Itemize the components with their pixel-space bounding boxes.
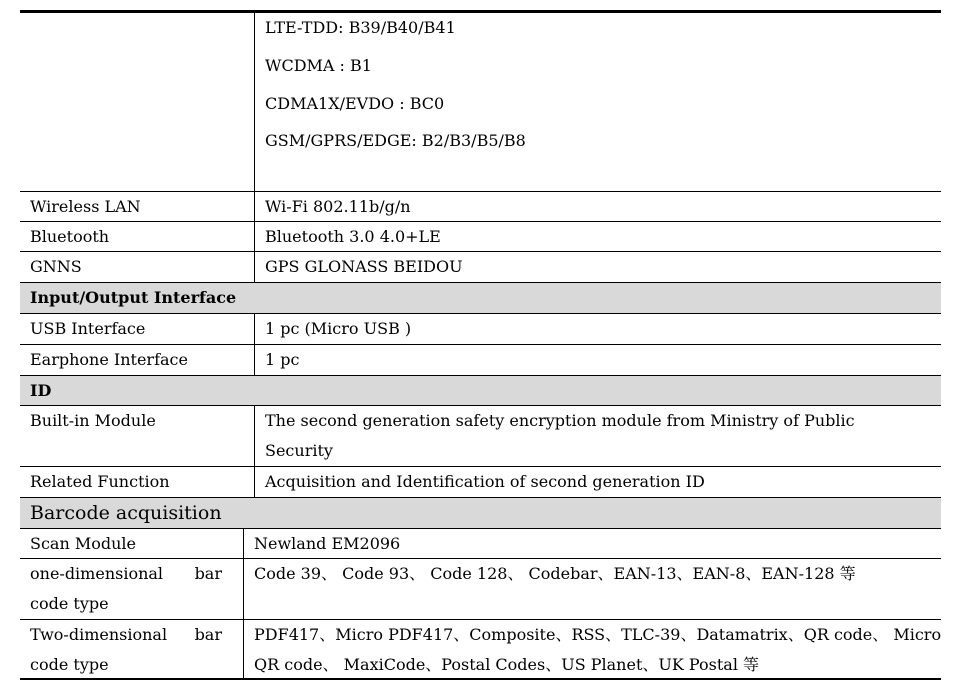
table-row	[20, 406, 941, 467]
row-label: Wireless LAN	[30, 197, 141, 216]
row-label-word: bar	[194, 564, 222, 583]
cellular-band-line: CDMA1X/EVDO : BC0	[265, 94, 445, 113]
column-divider	[254, 13, 255, 283]
row-value: Bluetooth 3.0 4.0+LE	[265, 227, 441, 246]
column-divider	[254, 314, 255, 376]
section-header-id	[20, 376, 941, 406]
row-value: 1 pc	[265, 350, 300, 369]
row-label: Related Function	[30, 472, 170, 491]
table-row	[20, 222, 941, 252]
table-row	[20, 345, 941, 376]
row-label: Earphone Interface	[30, 350, 188, 369]
row-label: USB Interface	[30, 319, 146, 338]
row-label-word: Two-dimensional	[30, 625, 168, 644]
cellular-band-line: LTE-TDD: B39/B40/B41	[265, 18, 456, 37]
row-label-word: one-dimensional	[30, 564, 164, 583]
table-row	[20, 467, 941, 498]
row-label-line	[30, 559, 222, 589]
cellular-band-line: GSM/GPRS/EDGE: B2/B3/B5/B8	[265, 131, 526, 150]
table-row	[20, 252, 941, 283]
row-value-line: The second generation safety encryption module from Ministry of Public	[265, 411, 855, 430]
row-value: 1 pc (Micro USB )	[265, 319, 412, 338]
row-value-line: Security	[265, 441, 333, 460]
row-label: Scan Module	[30, 534, 136, 553]
section-title: ID	[30, 381, 52, 400]
row-value: Code 39、 Code 93、 Code 128、 Codebar、EAN-13、EAN-8、EAN-128 等	[254, 564, 856, 583]
row-label: Built-in Module	[30, 411, 156, 430]
table-row	[20, 620, 941, 680]
section-header-io	[20, 283, 941, 314]
row-value: Acquisition and Identification of second generation ID	[265, 472, 705, 491]
section-header-barcode	[20, 498, 941, 529]
row-label-line: code type	[30, 655, 109, 674]
row-label-word: bar	[194, 625, 222, 644]
table-row	[20, 529, 941, 559]
section-title: Input/Output Interface	[30, 288, 237, 307]
column-divider	[243, 529, 244, 680]
table-row	[20, 192, 941, 222]
row-value-line: PDF417、Micro PDF417、Composite、RSS、TLC-39、Datamatrix、QR code、 Micro	[254, 625, 942, 644]
table-row-cellular	[20, 13, 941, 192]
row-label-line	[30, 620, 222, 650]
row-value-line: QR code、 MaxiCode、Postal Codes、US Planet、UK Postal 等	[254, 655, 760, 674]
row-label: Bluetooth	[30, 227, 110, 246]
row-value: Wi-Fi 802.11b/g/n	[265, 197, 411, 216]
section-title: Barcode acquisition	[30, 502, 222, 524]
table-row	[20, 559, 941, 620]
cellular-band-line: WCDMA : B1	[265, 56, 372, 75]
row-label-line: code type	[30, 594, 109, 613]
table-row	[20, 314, 941, 345]
row-value: Newland EM2096	[254, 534, 401, 553]
row-label: GNNS	[30, 257, 82, 276]
row-value: GPS GLONASS BEIDOU	[265, 257, 463, 276]
spec-table	[20, 10, 941, 680]
column-divider	[254, 406, 255, 498]
